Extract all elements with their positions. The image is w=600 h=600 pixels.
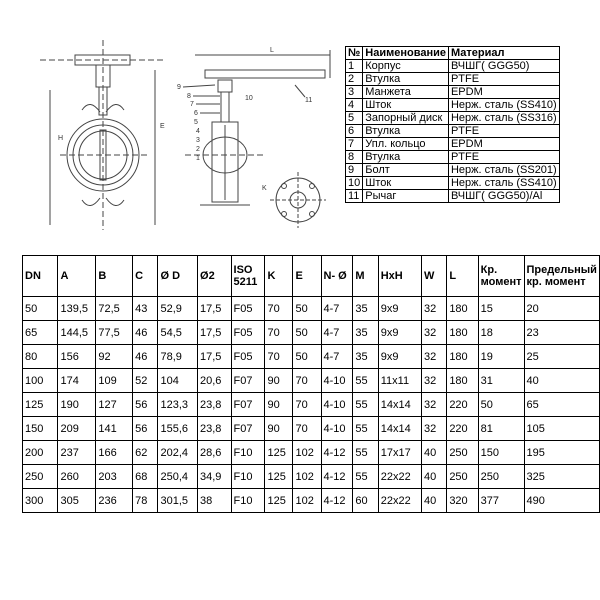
callout-10: 10 <box>245 95 253 102</box>
dims-cell: 155,6 <box>158 417 198 441</box>
parts-row <box>346 99 560 112</box>
parts-cell-name: Болт <box>363 164 449 177</box>
parts-cell-name: Упл. кольцо <box>363 138 449 151</box>
dims-cell: F05 <box>231 345 265 369</box>
parts-row <box>346 151 560 164</box>
dims-cell: F10 <box>231 465 265 489</box>
dims-row <box>23 417 600 441</box>
dims-header-cell: W <box>422 256 447 297</box>
dims-cell: 123,3 <box>158 393 198 417</box>
dims-row <box>23 489 600 513</box>
dims-header-cell: N- Ø <box>321 256 353 297</box>
callout-9: 9 <box>177 84 181 91</box>
parts-cell-num: 3 <box>346 86 363 99</box>
parts-row <box>346 112 560 125</box>
dims-cell: 180 <box>447 297 478 321</box>
parts-header-row <box>346 47 560 60</box>
dims-cell: F07 <box>231 393 265 417</box>
parts-cell-material: EPDM <box>448 138 559 151</box>
dims-cell: 23,8 <box>198 393 232 417</box>
dims-cell: 23 <box>524 321 600 345</box>
parts-cell-name: Втулка <box>363 151 449 164</box>
dims-cell: 25 <box>524 345 600 369</box>
dims-cell: 325 <box>524 465 600 489</box>
dims-cell: 55 <box>353 465 378 489</box>
dims-cell: 166 <box>96 441 133 465</box>
dim-letter-h: H <box>58 135 64 142</box>
dims-cell: 19 <box>478 345 524 369</box>
dims-cell: 105 <box>524 417 600 441</box>
parts-cell-name: Запорный диск <box>363 112 449 125</box>
dims-cell: 237 <box>58 441 96 465</box>
parts-cell-material: PTFE <box>448 125 559 138</box>
parts-cell-num: 5 <box>346 112 363 125</box>
valve-drawing-svg <box>0 0 345 240</box>
parts-table <box>345 46 560 203</box>
parts-cell-name: Манжета <box>363 86 449 99</box>
dims-cell: 40 <box>422 441 447 465</box>
callout-5: 5 <box>194 119 198 126</box>
dims-cell: 300 <box>23 489 58 513</box>
dims-cell: 144,5 <box>58 321 96 345</box>
dims-cell: 70 <box>293 393 321 417</box>
dims-cell: 156 <box>58 345 96 369</box>
parts-row <box>346 177 560 190</box>
dims-cell: 490 <box>524 489 600 513</box>
parts-header-num: № <box>346 47 363 60</box>
dims-cell: 70 <box>293 417 321 441</box>
dims-cell: 52,9 <box>158 297 198 321</box>
dims-cell: 4-10 <box>321 369 353 393</box>
parts-table-body <box>346 60 560 203</box>
parts-cell-name: Рычаг <box>363 190 449 203</box>
dims-cell: 250 <box>447 441 478 465</box>
dims-cell: 43 <box>133 297 158 321</box>
dims-cell: 40 <box>422 489 447 513</box>
dims-cell: 102 <box>293 465 321 489</box>
dims-cell: 4-7 <box>321 321 353 345</box>
dims-cell: 17x17 <box>378 441 421 465</box>
parts-cell-material: ВЧШГ( GGG50)/Al <box>448 190 559 203</box>
callout-3: 3 <box>196 137 200 144</box>
parts-cell-material: Нерж. сталь (SS316) <box>448 112 559 125</box>
dims-cell: 9x9 <box>378 297 421 321</box>
dims-cell: 236 <box>96 489 133 513</box>
parts-cell-material: PTFE <box>448 151 559 164</box>
technical-drawings <box>0 0 345 240</box>
dims-cell: 320 <box>447 489 478 513</box>
dims-cell: 55 <box>353 369 378 393</box>
parts-cell-material: Нерж. сталь (SS410) <box>448 177 559 190</box>
dims-cell: 190 <box>58 393 96 417</box>
dims-cell: 28,6 <box>198 441 232 465</box>
dims-cell: 90 <box>265 417 293 441</box>
dims-cell: 20 <box>524 297 600 321</box>
parts-row <box>346 138 560 151</box>
callout-8: 8 <box>187 93 191 100</box>
dim-letter-k: K <box>262 185 267 192</box>
dims-cell: 55 <box>353 441 378 465</box>
dims-cell: 4-12 <box>321 465 353 489</box>
dims-cell: 78,9 <box>158 345 198 369</box>
parts-cell-material: Нерж. сталь (SS410) <box>448 99 559 112</box>
dims-cell: 70 <box>265 345 293 369</box>
dims-cell: 141 <box>96 417 133 441</box>
callout-6: 6 <box>194 110 198 117</box>
dims-cell: 35 <box>353 297 378 321</box>
dims-cell: 65 <box>23 321 58 345</box>
dims-row <box>23 465 600 489</box>
dims-cell: 22x22 <box>378 465 421 489</box>
dims-cell: F05 <box>231 297 265 321</box>
parts-row <box>346 73 560 86</box>
dims-cell: 180 <box>447 345 478 369</box>
dims-cell: 78 <box>133 489 158 513</box>
dims-cell: 125 <box>265 441 293 465</box>
callout-11: 11 <box>305 97 313 104</box>
dims-cell: 125 <box>265 489 293 513</box>
parts-cell-num: 8 <box>346 151 363 164</box>
dims-cell: 4-12 <box>321 441 353 465</box>
dims-cell: 203 <box>96 465 133 489</box>
dims-cell: 250,4 <box>158 465 198 489</box>
dims-cell: 11x11 <box>378 369 421 393</box>
callout-4: 4 <box>196 128 200 135</box>
dims-cell: 377 <box>478 489 524 513</box>
dims-cell: 50 <box>293 297 321 321</box>
dims-header-cell: Ø2 <box>198 256 232 297</box>
dims-cell: 92 <box>96 345 133 369</box>
dims-cell: 200 <box>23 441 58 465</box>
parts-cell-name: Втулка <box>363 125 449 138</box>
dims-header-cell: HxH <box>378 256 421 297</box>
parts-cell-name: Шток <box>363 177 449 190</box>
dims-cell: 202,4 <box>158 441 198 465</box>
dims-cell: 14x14 <box>378 417 421 441</box>
parts-cell-name: Шток <box>363 99 449 112</box>
dims-cell: 209 <box>58 417 96 441</box>
dims-cell: 104 <box>158 369 198 393</box>
parts-cell-num: 11 <box>346 190 363 203</box>
dims-cell: 32 <box>422 321 447 345</box>
parts-cell-num: 9 <box>346 164 363 177</box>
dims-cell: 56 <box>133 393 158 417</box>
dims-cell: 109 <box>96 369 133 393</box>
dims-cell: 250 <box>478 465 524 489</box>
dims-cell: 70 <box>293 369 321 393</box>
dims-cell: 35 <box>353 345 378 369</box>
dims-cell: 195 <box>524 441 600 465</box>
dims-cell: F07 <box>231 369 265 393</box>
callout-7: 7 <box>190 101 194 108</box>
dims-header-cell: ISO 5211 <box>231 256 265 297</box>
side-view-drawing <box>183 50 330 205</box>
dims-cell: 4-10 <box>321 393 353 417</box>
dims-cell: 32 <box>422 417 447 441</box>
dims-cell: 32 <box>422 297 447 321</box>
dims-cell: 4-10 <box>321 417 353 441</box>
parts-row <box>346 86 560 99</box>
dims-cell: 150 <box>478 441 524 465</box>
dims-cell: 250 <box>23 465 58 489</box>
dims-cell: 55 <box>353 417 378 441</box>
dims-cell: 18 <box>478 321 524 345</box>
dims-header-cell: E <box>293 256 321 297</box>
dims-cell: 46 <box>133 321 158 345</box>
dims-cell: 301,5 <box>158 489 198 513</box>
dims-row <box>23 393 600 417</box>
dims-cell: 56 <box>133 417 158 441</box>
dims-cell: 102 <box>293 441 321 465</box>
parts-row <box>346 60 560 73</box>
dims-cell: 70 <box>265 297 293 321</box>
parts-cell-num: 1 <box>346 60 363 73</box>
dims-header-cell: Ø D <box>158 256 198 297</box>
dims-cell: 32 <box>422 393 447 417</box>
dims-cell: 50 <box>478 393 524 417</box>
dims-header-row <box>23 256 600 297</box>
dim-letter-l: L <box>270 47 274 54</box>
dims-cell: 4-7 <box>321 345 353 369</box>
parts-cell-num: 6 <box>346 125 363 138</box>
dims-cell: 17,5 <box>198 321 232 345</box>
dims-cell: 174 <box>58 369 96 393</box>
dims-cell: 139,5 <box>58 297 96 321</box>
dims-cell: 90 <box>265 369 293 393</box>
dims-row <box>23 441 600 465</box>
dims-header-cell: DN <box>23 256 58 297</box>
parts-header-name: Наименование <box>363 47 449 60</box>
dims-header-cell: K <box>265 256 293 297</box>
dims-cell: 9x9 <box>378 345 421 369</box>
dims-cell: 127 <box>96 393 133 417</box>
dims-table-body <box>23 297 600 513</box>
dims-cell: 125 <box>265 465 293 489</box>
parts-row <box>346 164 560 177</box>
dims-cell: 14x14 <box>378 393 421 417</box>
parts-cell-material: ВЧШГ( GGG50) <box>448 60 559 73</box>
parts-cell-num: 7 <box>346 138 363 151</box>
dims-cell: 31 <box>478 369 524 393</box>
dims-cell: F10 <box>231 489 265 513</box>
dims-cell: 38 <box>198 489 232 513</box>
dims-cell: 250 <box>447 465 478 489</box>
parts-cell-name: Корпус <box>363 60 449 73</box>
dims-cell: 68 <box>133 465 158 489</box>
dims-cell: 50 <box>293 321 321 345</box>
dims-cell: 72,5 <box>96 297 133 321</box>
parts-cell-num: 10 <box>346 177 363 190</box>
dims-cell: 70 <box>265 321 293 345</box>
parts-cell-material: EPDM <box>448 86 559 99</box>
dims-header-cell: L <box>447 256 478 297</box>
dims-cell: 100 <box>23 369 58 393</box>
dims-cell: 40 <box>524 369 600 393</box>
dims-header-cell: Предельный кр. момент <box>524 256 600 297</box>
dims-cell: 4-12 <box>321 489 353 513</box>
parts-cell-material: PTFE <box>448 73 559 86</box>
dims-cell: F07 <box>231 417 265 441</box>
flange-view-drawing <box>270 172 326 228</box>
dims-cell: 54,5 <box>158 321 198 345</box>
dims-cell: 125 <box>23 393 58 417</box>
dims-cell: 50 <box>23 297 58 321</box>
parts-cell-name: Втулка <box>363 73 449 86</box>
dims-cell: 55 <box>353 393 378 417</box>
dims-cell: 9x9 <box>378 321 421 345</box>
dims-cell: 220 <box>447 393 478 417</box>
parts-cell-material: Нерж. сталь (SS201) <box>448 164 559 177</box>
dims-cell: 46 <box>133 345 158 369</box>
dims-row <box>23 321 600 345</box>
dims-cell: 80 <box>23 345 58 369</box>
callout-2: 2 <box>196 146 200 153</box>
dims-cell: 40 <box>422 465 447 489</box>
dims-row <box>23 297 600 321</box>
parts-cell-num: 2 <box>346 73 363 86</box>
dims-cell: F05 <box>231 321 265 345</box>
parts-header-material: Материал <box>448 47 559 60</box>
dims-header-cell: B <box>96 256 133 297</box>
callout-1: 1 <box>196 155 200 162</box>
dims-cell: 52 <box>133 369 158 393</box>
dims-cell: 35 <box>353 321 378 345</box>
dim-letter-e: E <box>160 123 165 130</box>
dims-cell: 81 <box>478 417 524 441</box>
parts-cell-num: 4 <box>346 99 363 112</box>
dims-cell: 20,6 <box>198 369 232 393</box>
dims-cell: 150 <box>23 417 58 441</box>
dims-cell: 180 <box>447 369 478 393</box>
dims-cell: 220 <box>447 417 478 441</box>
dims-cell: 17,5 <box>198 345 232 369</box>
dims-cell: 90 <box>265 393 293 417</box>
dims-cell: F10 <box>231 441 265 465</box>
dims-cell: 4-7 <box>321 297 353 321</box>
dims-cell: 22x22 <box>378 489 421 513</box>
dims-cell: 15 <box>478 297 524 321</box>
dims-cell: 260 <box>58 465 96 489</box>
dims-header-cell: A <box>58 256 96 297</box>
dims-cell: 50 <box>293 345 321 369</box>
parts-row <box>346 125 560 138</box>
dims-cell: 77,5 <box>96 321 133 345</box>
dims-header-cell: M <box>353 256 378 297</box>
dims-header-cell: C <box>133 256 158 297</box>
parts-row <box>346 190 560 203</box>
dims-row <box>23 345 600 369</box>
dims-cell: 34,9 <box>198 465 232 489</box>
dims-cell: 60 <box>353 489 378 513</box>
dims-cell: 305 <box>58 489 96 513</box>
dims-header-cell: Кр. момент <box>478 256 524 297</box>
dimensions-table <box>22 255 600 513</box>
dims-cell: 180 <box>447 321 478 345</box>
dims-cell: 32 <box>422 369 447 393</box>
dims-row <box>23 369 600 393</box>
dims-cell: 65 <box>524 393 600 417</box>
dims-cell: 32 <box>422 345 447 369</box>
dims-cell: 23,8 <box>198 417 232 441</box>
dims-cell: 62 <box>133 441 158 465</box>
dims-cell: 17,5 <box>198 297 232 321</box>
dims-cell: 102 <box>293 489 321 513</box>
